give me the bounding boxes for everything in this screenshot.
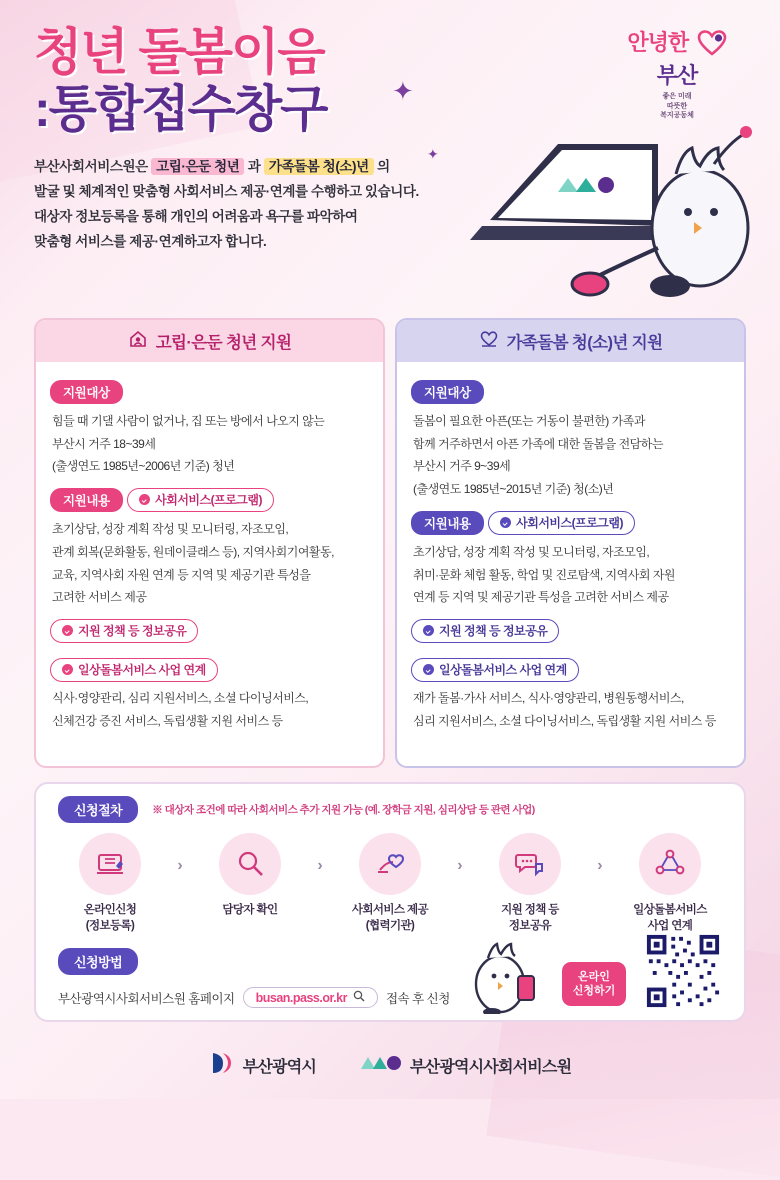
step-arrow-icon: › — [317, 857, 323, 874]
apply-url-chip[interactable] — [243, 987, 378, 1008]
heart-hands-icon — [479, 329, 499, 354]
intro-line3: 대상자 정보등록을 통해 개인의 어려움과 욕구를 파악하여 — [34, 208, 358, 224]
online-apply-button[interactable] — [562, 962, 626, 1006]
brand-mark-line2: 부산 — [656, 63, 698, 89]
page-title-line2: :통합접수창구 — [34, 81, 327, 137]
right-g0-line-2: 취미·문화 체험 활동, 학업 및 진로탐색, 지역사회 자원 — [413, 567, 675, 582]
footer — [0, 1050, 780, 1081]
sparkle-icon: ✦ — [392, 76, 414, 106]
left-g2-line-1: 식사·영양관리, 심리 지원서비스, 소셜 다이닝서비스, — [52, 690, 309, 705]
footer-social-service-institute — [360, 1053, 571, 1078]
check-dot-icon — [62, 625, 73, 636]
subpill-left-daily-care-label: 일상돌봄서비스 사업 연계 — [78, 663, 206, 678]
apply-suffix: 접속 후 신청 — [385, 991, 450, 1006]
card-isolated-youth — [34, 318, 385, 768]
intro-text-c: 의 — [373, 159, 390, 174]
application-panel — [34, 782, 746, 1022]
left-target-line-2: 부산시 거주 18~39세 — [52, 436, 156, 451]
busan-social-service-logo-icon — [360, 1053, 402, 1078]
subpill-right-social-service-label: 사회서비스(프로그램) — [516, 516, 623, 530]
subpill-left-policy-info — [50, 619, 198, 643]
pill-apply-method: 신청방법 — [58, 948, 138, 975]
process-step-2 — [194, 833, 306, 918]
card-header-right — [397, 320, 744, 362]
right-target-line-1: 돌봄이 필요한 아픈(또는 거동이 불편한) 가족과 — [413, 414, 645, 428]
support-cards — [34, 318, 746, 768]
illustration-mini-bird — [462, 936, 548, 1014]
left-g2-line-2: 신체건강 증진 서비스, 독립생활 지원 서비스 등 — [52, 713, 283, 728]
process-step-3-sublabel: (협력기관) — [365, 920, 415, 933]
check-dot-icon — [423, 664, 434, 675]
check-dot-icon — [62, 664, 73, 675]
brand-mark-sub: 좋은 미래 따뜻한 복지공동체 — [660, 93, 694, 120]
right-g0-line-3: 연계 등 지역 및 제공기관 특성을 고려한 서비스 제공 — [413, 590, 669, 605]
card-left-body — [36, 362, 383, 743]
intro-line2: 발굴 및 체계적인 맞춤형 사회서비스 제공·연계를 수행하고 있습니다. — [34, 183, 419, 199]
process-step-5-label: 일상돌봄서비스 — [633, 904, 707, 916]
process-step-4-label: 지원 정책 등 — [501, 904, 559, 916]
pill-right-content: 지원내용 — [411, 511, 484, 535]
process-step-5-sublabel: 사업 연계 — [647, 920, 693, 933]
footer-busan-city-label: 부산광역시 — [242, 1059, 317, 1076]
subpill-right-social-service — [488, 511, 635, 535]
busan-city-logo-icon — [209, 1050, 235, 1081]
left-target-line-1: 힘들 때 기댈 사람이 없거나, 집 또는 방에서 나오지 않는 — [52, 414, 325, 428]
chat-info-icon — [499, 833, 561, 895]
pill-right-target: 지원대상 — [411, 380, 484, 404]
step-arrow-icon: › — [177, 857, 183, 874]
check-dot-icon — [423, 625, 434, 636]
card-family-care-youth — [395, 318, 746, 768]
right-g2-line-2: 심리 지원서비스, 소셜 다이닝서비스, 독립생활 지원 서비스 등 — [413, 713, 716, 728]
search-icon — [353, 990, 365, 1005]
process-step-4 — [474, 833, 586, 934]
apply-url: busan.pass.or.kr — [255, 990, 347, 1005]
online-apply-button-line2: 신청하기 — [572, 985, 616, 997]
left-g0-line-4: 고려한 서비스 제공 — [52, 590, 147, 605]
left-g0-line-2: 관계 회복(문화활동, 원데이클래스 등), 지역사회기여활동, — [52, 545, 334, 559]
subpill-left-policy-info-label: 지원 정책 등 정보공유 — [78, 624, 187, 639]
highlight-isolated-youth: 고립·은둔 청년 — [151, 158, 244, 175]
process-step-2-label: 담당자 확인 — [222, 904, 278, 916]
subpill-right-daily-care-label: 일상돌봄서비스 사업 연계 — [439, 663, 567, 678]
process-steps — [36, 833, 744, 934]
network-link-icon — [639, 833, 701, 895]
left-g0-line-1: 초기상담, 성장 계획 작성 및 모니터링, 자조모임, — [52, 522, 289, 537]
sparkle-small-icon: ✦ — [427, 146, 439, 162]
step-arrow-icon: › — [457, 857, 463, 874]
apply-instruction — [36, 987, 744, 1008]
process-step-3-label: 사회서비스 제공 — [351, 904, 429, 916]
footer-busan-city — [209, 1050, 316, 1081]
magnifier-icon — [219, 833, 281, 895]
left-target-line-3: (출생연도 1985년~2006년 기준) 청년 — [52, 459, 235, 474]
online-apply-button-line1: 온라인 — [578, 970, 610, 983]
pill-left-content: 지원내용 — [50, 488, 123, 512]
right-g2-line-1: 재가 돌봄·가사 서비스, 식사·영양관리, 병원동행서비스, — [413, 690, 684, 705]
service-heart-icon — [359, 833, 421, 895]
step-arrow-icon: › — [597, 857, 603, 874]
apply-prefix: 부산광역시사회서비스원 홈페이지 — [58, 991, 235, 1006]
qr-code-icon[interactable] — [644, 932, 722, 1010]
subpill-right-daily-care — [411, 658, 579, 682]
process-step-1-label: 온라인신청 — [83, 904, 137, 916]
subpill-left-daily-care — [50, 658, 218, 682]
online-apply-icon — [79, 833, 141, 895]
pill-left-target: 지원대상 — [50, 380, 123, 404]
subpill-left-social-service-label: 사회서비스(프로그램) — [155, 493, 262, 508]
right-target-line-4: (출생연도 1985년~2015년 기준) 청(소)년 — [413, 481, 614, 496]
page-title-line1: 청년 돌봄이음 — [34, 24, 324, 80]
process-step-3 — [334, 833, 446, 934]
process-step-4-sublabel: 정보공유 — [508, 920, 551, 933]
process-step-1 — [54, 833, 166, 934]
process-step-5 — [614, 833, 726, 934]
right-target-line-3: 부산시 거주 9~39세 — [413, 459, 511, 474]
check-dot-icon — [500, 517, 511, 528]
process-step-1-sublabel: (정보등록) — [85, 920, 135, 933]
process-note: ※ 대상자 조건에 따라 사회서비스 추가 지원 가능 (예. 장학금 지원, 심리상담 등 관련 사업) — [152, 804, 535, 816]
intro-text-a: 부산사회서비스원은 — [34, 159, 152, 174]
right-g0-line-1: 초기상담, 성장 계획 작성 및 모니터링, 자조모임, — [413, 545, 650, 559]
highlight-family-care-youth: 가족돌봄 청(소)년 — [264, 158, 374, 175]
card-right-title: 가족돌봄 청(소)년 지원 — [506, 334, 663, 352]
subpill-right-policy-info-label: 지원 정책 등 정보공유 — [439, 624, 548, 639]
card-left-title: 고립·은둔 청년 지원 — [155, 334, 292, 352]
intro-line4: 맞춤형 서비스를 제공·연계하고자 합니다. — [34, 233, 267, 249]
left-g0-line-3: 교육, 지역사회 자원 연계 등 지역 및 제공기관 특성을 — [52, 567, 311, 582]
check-dot-icon — [139, 494, 150, 505]
card-header-left — [36, 320, 383, 362]
person-house-icon — [128, 329, 148, 354]
subpill-right-policy-info — [411, 619, 559, 643]
card-right-body — [397, 362, 744, 743]
intro-text-b: 과 — [244, 159, 264, 174]
subpill-left-social-service — [127, 488, 274, 512]
right-target-line-2: 함께 거주하면서 아픈 가족에 대한 돌봄을 전담하는 — [413, 436, 663, 451]
pill-process: 신청절차 — [58, 796, 138, 823]
footer-institute-label: 부산광역시사회서비스원 — [410, 1059, 572, 1076]
brand-mark-line1: 안녕한 — [627, 30, 689, 55]
